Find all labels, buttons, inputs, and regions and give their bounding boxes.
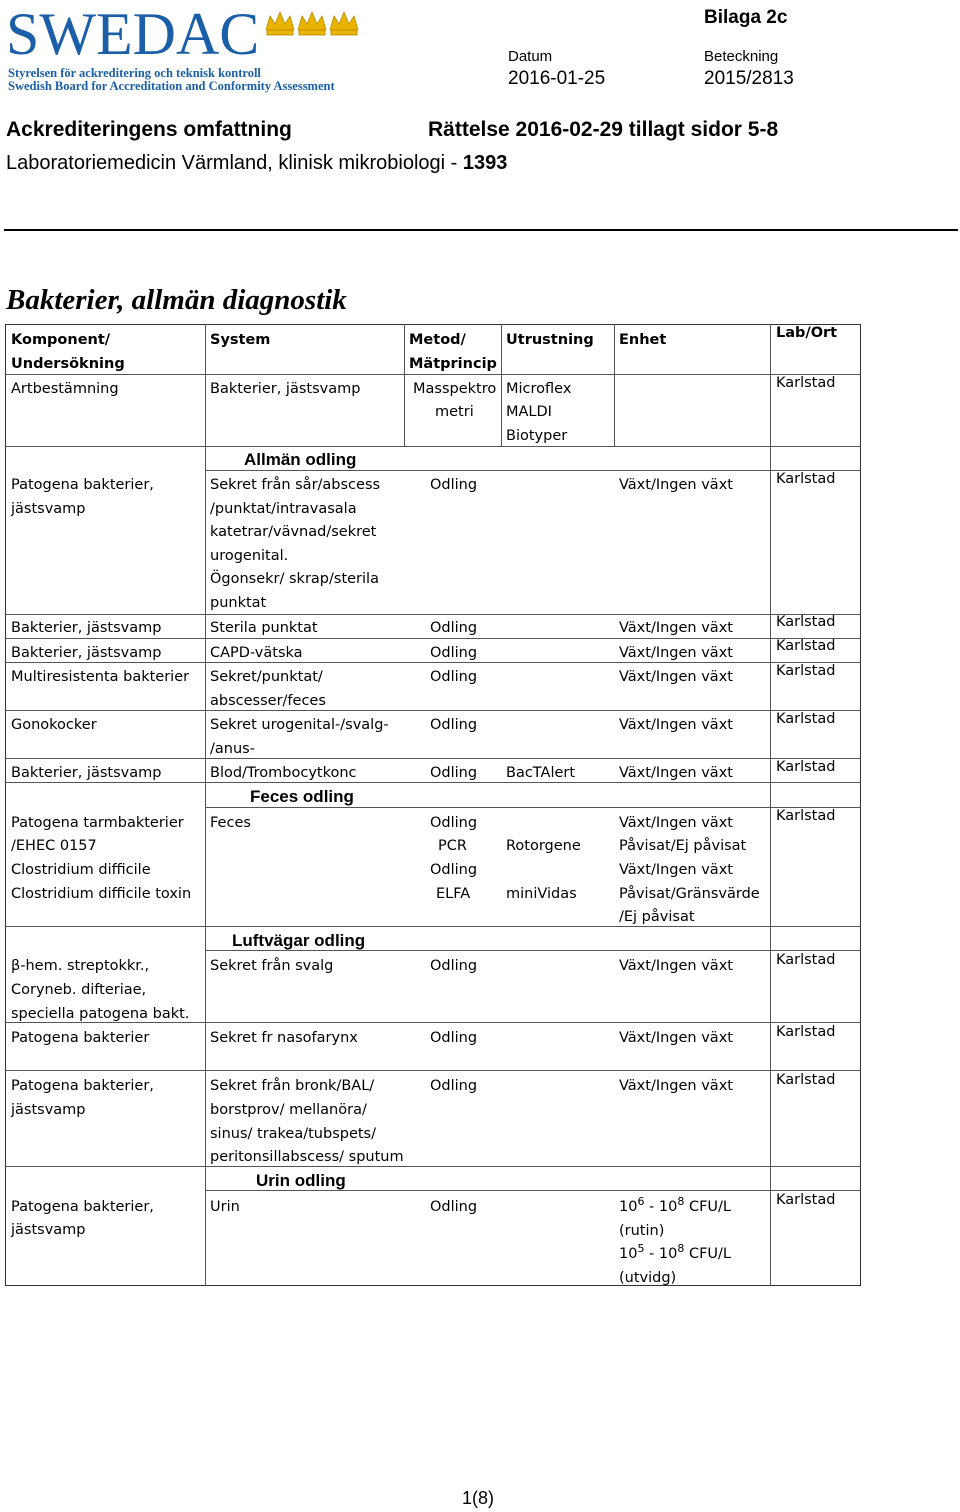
column-divider — [770, 324, 771, 1286]
correction-note: Rättelse 2016-02-29 tillagt sidor 5-8 — [428, 118, 779, 141]
cell-system: /punktat/intravasala — [210, 501, 357, 517]
laboratory-name: Laboratoriemedicin Värmland, klinisk mikrobiologi - 1393 — [6, 152, 508, 174]
logo-wordmark: SWEDAC — [6, 1, 260, 67]
datum-value: 2016-01-25 — [508, 68, 606, 89]
cell-utrustning: miniVidas — [506, 886, 577, 902]
cell-lab: Karlstad — [776, 711, 836, 727]
column-divider — [501, 324, 502, 446]
cell-system: punktat — [210, 595, 267, 611]
row-divider — [205, 470, 861, 471]
cell-komponent: Patogena bakterier, — [11, 1199, 154, 1215]
datum-label: Datum — [508, 48, 553, 65]
cell-enhet: Växt/Ingen växt — [619, 765, 733, 781]
cell-komponent: jästsvamp — [11, 1222, 86, 1238]
cell-komponent: β-hem. streptokkr., — [11, 958, 150, 974]
swedac-logo — [6, 1, 356, 93]
cell-enhet: /Ej påvisat — [619, 909, 695, 925]
cell-lab: Karlstad — [776, 1024, 836, 1040]
cell-utrustning: BacTAlert — [506, 765, 576, 781]
column-divider — [205, 324, 206, 1286]
cell-enhet: (utvidg) — [619, 1270, 677, 1286]
cell-metod: Odling — [430, 815, 478, 831]
cell-metod: Odling — [430, 717, 478, 733]
header-utrustning: Utrustning — [506, 332, 594, 348]
cell-enhet: $10^6 - 10^8$ CFU/L — [619, 1195, 732, 1215]
cell-enhet: (rutin) — [619, 1223, 665, 1239]
logo-subtitle-en: Swedish Board for Accreditation and Conformity Assessment — [8, 79, 335, 93]
cell-enhet: Växt/Ingen växt — [619, 645, 733, 661]
header-komponent: Komponent/ — [11, 332, 111, 348]
cell-komponent: /EHEC 0157 — [11, 838, 97, 854]
cell-enhet: Växt/Ingen växt — [619, 477, 733, 493]
cell-metod: Odling — [430, 620, 478, 636]
cell-system: Sekret från sår/abscess — [210, 477, 381, 493]
cell-metod: Odling — [430, 958, 478, 974]
cell-metod: Odling — [430, 477, 478, 493]
cell-lab: Karlstad — [776, 471, 836, 487]
cell-utrustning: Microflex — [506, 381, 572, 397]
cell-metod: PCR — [438, 838, 467, 854]
cell-komponent: Patogena bakterier, — [11, 477, 154, 493]
column-divider — [614, 324, 615, 446]
cell-komponent: jästsvamp — [11, 501, 86, 517]
cell-metod: Odling — [430, 1199, 478, 1215]
cell-komponent: Artbestämning — [11, 381, 119, 397]
beteckning-value: 2015/2813 — [704, 68, 794, 89]
cell-komponent: jästsvamp — [11, 1102, 86, 1118]
section-title: Bakterier, allmän diagnostik — [6, 284, 347, 316]
row-divider — [5, 614, 861, 615]
page-number: 1(8) — [462, 1488, 495, 1508]
header-undersokning: Undersökning — [11, 356, 125, 372]
cell-lab: Karlstad — [776, 1192, 836, 1208]
cell-system: Feces — [210, 815, 251, 831]
scope-table — [5, 324, 861, 1286]
cell-system: Sekret från bronk/BAL/ — [210, 1078, 375, 1094]
cell-komponent: Clostridium difficile — [11, 862, 151, 878]
row-divider — [5, 446, 861, 447]
row-divider — [5, 1166, 861, 1167]
column-divider — [404, 324, 405, 446]
cell-enhet: Påvisat/Gränsvärde — [619, 886, 760, 902]
cell-system: Sekret urogenital-/svalg- — [210, 717, 389, 733]
cell-lab: Karlstad — [776, 614, 836, 630]
cell-system: Urin — [210, 1199, 240, 1215]
cell-lab: Karlstad — [776, 808, 836, 824]
cell-komponent: Patogena bakterier, — [11, 1078, 154, 1094]
beteckning-label: Beteckning — [704, 48, 779, 65]
header-divider — [4, 229, 958, 231]
subhead-allman-odling: Allmän odling — [244, 450, 357, 469]
cell-metod: ELFA — [436, 886, 471, 902]
subhead-feces-odling: Feces odling — [250, 787, 354, 806]
row-divider — [5, 1070, 861, 1071]
cell-metod: Odling — [430, 645, 478, 661]
three-crowns-icon — [264, 8, 360, 48]
cell-enhet: Växt/Ingen växt — [619, 669, 733, 685]
cell-komponent: Patogena bakterier — [11, 1030, 150, 1046]
cell-lab: Karlstad — [776, 375, 836, 391]
cell-system: Bakterier, jästsvamp — [210, 381, 361, 397]
header-lab-ort: Lab/Ort — [776, 325, 838, 341]
cell-system: Sekret från svalg — [210, 958, 334, 974]
lab-number: 1393 — [462, 152, 508, 174]
cell-metod: Masspektro — [413, 381, 497, 397]
header-matprincip: Mätprincip — [409, 356, 497, 372]
cell-enhet: Växt/Ingen växt — [619, 958, 733, 974]
cell-utrustning: MALDI — [506, 404, 552, 420]
cell-system: sinus/ trakea/tubspets/ — [210, 1126, 376, 1142]
cell-enhet: Växt/Ingen växt — [619, 862, 733, 878]
cell-metod: Odling — [430, 862, 478, 878]
cell-lab: Karlstad — [776, 663, 836, 679]
cell-lab: Karlstad — [776, 1072, 836, 1088]
cell-system: Blod/Trombocytkonc — [210, 765, 357, 781]
cell-utrustning: Biotyper — [506, 428, 568, 444]
header-metod: Metod/ — [409, 332, 466, 348]
header-system: System — [210, 332, 271, 348]
cell-utrustning: Rotorgene — [506, 838, 581, 854]
cell-system: /anus- — [210, 741, 255, 757]
cell-metod: Odling — [430, 1030, 478, 1046]
cell-komponent: speciella patogena bakt. — [11, 1006, 190, 1022]
cell-enhet: Påvisat/Ej påvisat — [619, 838, 747, 854]
cell-metod: Odling — [430, 1078, 478, 1094]
cell-komponent: Bakterier, jästsvamp — [11, 765, 162, 781]
cell-enhet: Växt/Ingen växt — [619, 717, 733, 733]
cell-enhet: Växt/Ingen växt — [619, 815, 733, 831]
cell-system: peritonsillabscess/ sputum — [210, 1149, 404, 1165]
row-divider — [5, 758, 861, 759]
cell-enhet: Växt/Ingen växt — [619, 620, 733, 636]
cell-komponent: Bakterier, jästsvamp — [11, 620, 162, 636]
cell-enhet: $10^5 - 10^8$ CFU/L — [619, 1242, 732, 1262]
row-divider — [205, 807, 861, 808]
cell-komponent: Clostridium difficile toxin — [11, 886, 192, 902]
cell-system: Sekret fr nasofarynx — [210, 1030, 358, 1046]
cell-metod: metri — [435, 404, 474, 420]
subhead-luftvagar-odling: Luftvägar odling — [232, 931, 366, 950]
cell-system: katetrar/vävnad/sekret — [210, 524, 377, 540]
row-divider — [5, 926, 861, 927]
cell-metod: Odling — [430, 765, 478, 781]
cell-system: Ögonsekr/ skrap/sterila — [210, 571, 379, 587]
row-divider — [5, 710, 861, 711]
cell-system: borstprov/ mellanöra/ — [210, 1102, 367, 1118]
cell-system: abscesser/feces — [210, 693, 326, 709]
cell-system: urogenital. — [210, 548, 289, 564]
cell-komponent: Multiresistenta bakterier — [11, 669, 190, 685]
logo-subtitle-sv: Styrelsen för ackreditering och teknisk kontroll — [8, 66, 261, 80]
cell-system: CAPD-vätska — [210, 645, 303, 661]
cell-lab: Karlstad — [776, 759, 836, 775]
subhead-urin-odling: Urin odling — [256, 1171, 346, 1190]
cell-lab: Karlstad — [776, 952, 836, 968]
cell-system: Sterila punktat — [210, 620, 318, 636]
cell-enhet: Växt/Ingen växt — [619, 1078, 733, 1094]
header-enhet: Enhet — [619, 332, 667, 348]
cell-komponent: Coryneb. difteriae, — [11, 982, 147, 998]
cell-lab: Karlstad — [776, 638, 836, 654]
cell-komponent: Gonokocker — [11, 717, 97, 733]
cell-komponent: Bakterier, jästsvamp — [11, 645, 162, 661]
cell-enhet: Växt/Ingen växt — [619, 1030, 733, 1046]
cell-system: Sekret/punktat/ — [210, 669, 323, 685]
cell-metod: Odling — [430, 669, 478, 685]
cell-komponent: Patogena tarmbakterier — [11, 815, 184, 831]
document-title: Ackrediteringens omfattning — [6, 118, 292, 141]
bilaga-label: Bilaga 2c — [704, 7, 788, 28]
